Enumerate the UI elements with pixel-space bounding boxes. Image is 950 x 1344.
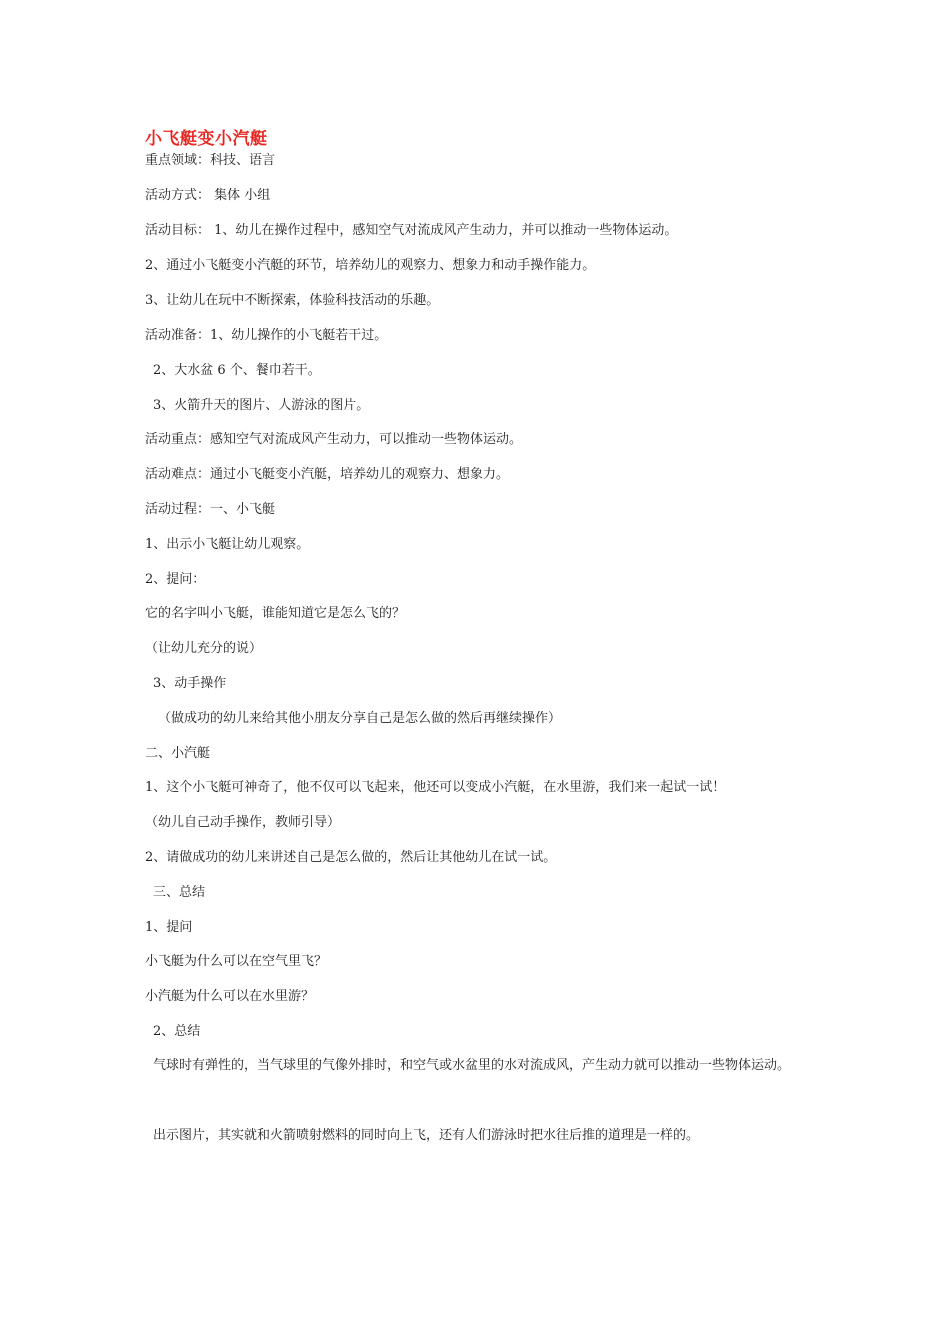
paragraph-process-part-3: 三、总结 (153, 885, 206, 900)
paragraph-step-1: 1、出示小飞艇让幼儿观察。 (145, 537, 310, 552)
paragraph-step-2: 2、提问： (145, 572, 206, 587)
paragraph-note-share: （做成功的幼儿来给其他小朋友分享自己是怎么做的然后再继续操作） (158, 711, 562, 726)
paragraph-focus-area: 重点领域：科技、语言 (145, 153, 276, 168)
paragraph-step-3: 3、动手操作 (153, 676, 227, 691)
paragraph-summary-heading: 2、总结 (153, 1024, 201, 1039)
document-title: 小飞艇变小汽艇 (145, 129, 268, 149)
paragraph-part-2-note: （幼儿自己动手操作，教师引导） (145, 815, 341, 830)
paragraph-summary-question-1: 小飞艇为什么可以在空气里飞？ (145, 954, 328, 969)
paragraph-goal-1: 活动目标： 1、幼儿在操作过程中，感知空气对流成风产生动力，并可以推动一些物体运动。 (145, 223, 678, 238)
paragraph-summary-explanation: 气球时有弹性的，当气球里的气像外排时，和空气或水盆里的水对流成风，产生动力就可以推动一些物体运动。 (153, 1058, 791, 1073)
paragraph-key-point: 活动重点：感知空气对流成风产生动力，可以推动一些物体运动。 (145, 432, 523, 447)
paragraph-preparation-2: 2、大水盆 6 个、餐巾若干。 (153, 363, 321, 378)
paragraph-part-2-step-1: 1、这个小飞艇可神奇了，他不仅可以飞起来，他还可以变成小汽艇，在水里游，我们来一起试一试！ (145, 780, 726, 795)
paragraph-part-2-step-2: 2、请做成功的幼儿来讲述自己是怎么做的，然后让其他幼儿在试一试。 (145, 850, 557, 865)
paragraph-activity-mode: 活动方式： 集体 小组 (145, 188, 271, 203)
paragraph-note-discussion: （让幼儿充分的说） (145, 641, 263, 656)
paragraph-summary-question-heading: 1、提问 (145, 920, 193, 935)
paragraph-question: 它的名字叫小飞艇，谁能知道它是怎么飞的？ (145, 606, 406, 621)
paragraph-process-part-1: 活动过程：一、小飞艇 (145, 502, 276, 517)
paragraph-process-part-2: 二、小汽艇 (145, 746, 211, 761)
paragraph-summary-question-2: 小汽艇为什么可以在水里游？ (145, 989, 315, 1004)
paragraph-preparation-1: 活动准备：1、幼儿操作的小飞艇若干过。 (145, 328, 388, 343)
paragraph-preparation-3: 3、火箭升天的图片、人游泳的图片。 (153, 398, 370, 413)
paragraph-difficulty: 活动难点：通过小飞艇变小汽艇，培养幼儿的观察力、想象力。 (145, 467, 510, 482)
paragraph-summary-picture: 出示图片，其实就和火箭喷射燃料的同时向上飞，还有人们游泳时把水往后推的道理是一样的。 (153, 1128, 700, 1143)
paragraph-goal-2: 2、通过小飞艇变小汽艇的环节，培养幼儿的观察力、想象力和动手操作能力。 (145, 258, 596, 273)
paragraph-goal-3: 3、让幼儿在玩中不断探索，体验科技活动的乐趣。 (145, 293, 440, 308)
